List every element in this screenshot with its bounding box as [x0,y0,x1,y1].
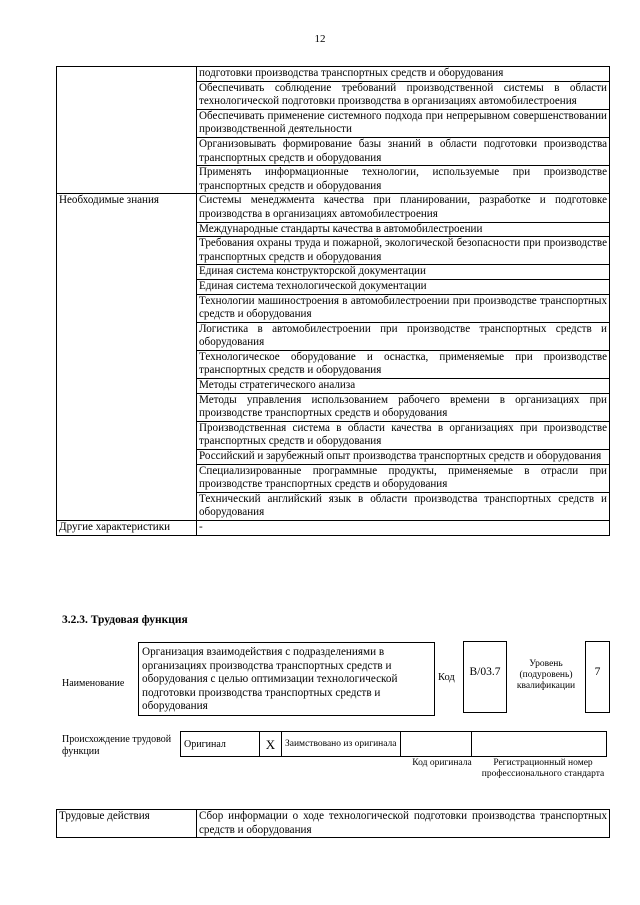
actions-first-item: Сбор информации о ходе технологической подготовки производства транспортных средств и оборудования [197,810,610,838]
knowledge-item: Методы стратегического анализа [197,379,610,394]
origin-borrowed-cell: Заимствовано из оригинала [282,732,401,757]
origin-code-cell [401,732,472,757]
level-box: 7 [585,641,610,713]
level-label: Уровень (подуровень) квалификации [516,659,576,691]
section-title: 3.2.3. Трудовая функция [62,614,188,626]
knowledge-item: Методы управления использованием рабочего времени в организациях при производстве транспортных средств и оборудования [197,393,610,421]
name-label: Наименование [62,678,125,689]
actions-table [56,809,610,838]
other-item: - [197,521,610,536]
competency-table [56,66,610,536]
knowledge-item: Специализированные программные продукты, применяемые в отрасли при производстве транспортных средств и оборудования [197,464,610,492]
knowledge-item: Российский и зарубежный опыт производства транспортных средств и оборудования [197,450,610,465]
knowledge-label: Необходимые знания [57,194,197,521]
other-label: Другие характеристики [57,521,197,536]
code-label: Код [438,672,455,683]
function-name-box: Организация взаимодействия с подразделениями в организациях производства транспортных средств и оборудования с целью оптимизации технологической подготовки производства транспортных средств и оборудования [138,642,435,716]
skill-item: Обеспечивать соблюдение требований производственной системы в области технологической подготовки производства в организациях автомобилестроения [197,81,610,109]
knowledge-item: Единая система конструкторской документации [197,265,610,280]
skill-item: Организовывать формирование базы знаний в области подготовки производства транспортных средств и оборудования [197,137,610,165]
origin-label: Происхождение трудовой функции [62,734,172,757]
table-row [57,194,610,222]
knowledge-item: Единая система технологической документации [197,279,610,294]
origin-table [180,731,607,757]
knowledge-item: Технологии машиностроения в автомобилестроении при производстве транспортных средств и оборудования [197,294,610,322]
knowledge-item: Производственная система в области качества в организациях при производстве транспортных средств и оборудования [197,421,610,449]
origin-reg-cell [472,732,607,757]
skill-item: Обеспечивать применение системного подхода при непрерывном совершенствовании производственной деятельности [197,109,610,137]
knowledge-item: Системы менеджмента качества при планировании, разработке и подготовке производства в организациях автомобилестроения [197,194,610,222]
skill-label [57,67,197,194]
table-row [57,67,610,82]
knowledge-item: Технический английский язык в области производства транспортных средств и оборудования [197,492,610,520]
origin-mark-cell: X [260,732,282,757]
code-box: B/03.7 [463,641,507,713]
origin-original-cell: Оригинал [181,732,260,757]
page-number: 12 [314,33,326,45]
skill-item: Применять информационные технологии, используемые при производстве транспортных средств и оборудования [197,166,610,194]
knowledge-item: Логистика в автомобилестроении при производстве транспортных средств и оборудования [197,322,610,350]
actions-label: Трудовые действия [57,810,197,838]
skill-item: подготовки производства транспортных средств и оборудования [197,67,610,82]
table-row [57,521,610,536]
knowledge-item: Международные стандарты качества в автомобилестроении [197,222,610,237]
origin-reg-caption: Регистрационный номер профессионального стандарта [481,758,605,779]
knowledge-item: Технологическое оборудование и оснастка, применяемые при производстве транспортных средств и оборудования [197,350,610,378]
knowledge-item: Требования охраны труда и пожарной, экологической безопасности при производстве транспортных средств и оборудования [197,237,610,265]
origin-code-caption: Код оригинала [412,758,472,768]
